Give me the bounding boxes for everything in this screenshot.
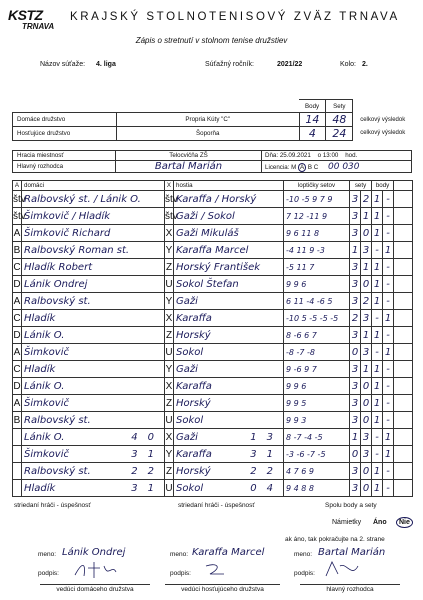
- date-value: 25.09.2021: [279, 152, 311, 159]
- row-guest-sets: 1: [361, 327, 372, 344]
- row-guest-body: -: [383, 412, 394, 429]
- row-pos-guest: U: [165, 276, 174, 293]
- match-row: [13, 208, 413, 225]
- row-home-body: -: [372, 344, 383, 361]
- row-home-sets: 2: [350, 310, 361, 327]
- summary-home-sets: 3: [350, 463, 361, 480]
- summary-home-sets: 0: [350, 446, 361, 463]
- row-guest-player: Gaži: [174, 293, 284, 310]
- row-balls: -10 5 -5 -5 -5: [284, 310, 350, 327]
- summary-guest-cell: [174, 446, 284, 463]
- summary-home-score-b: 0: [147, 431, 164, 443]
- summary-guest-score-d: 1: [266, 448, 283, 460]
- row-balls: 9 9 6: [284, 276, 350, 293]
- row-home-body: -: [372, 310, 383, 327]
- row-home-player: Lánik Ondrej: [22, 276, 165, 293]
- row-spacer: [394, 191, 413, 208]
- home-team-value: Propria Kúty "C": [116, 113, 299, 127]
- home-role: vedúci domáceho družstva: [40, 584, 150, 593]
- summary-home-score-b: 2: [147, 465, 164, 477]
- row-home-sets: 3: [350, 361, 361, 378]
- match-row: [13, 242, 413, 259]
- summary-home-score-a: 3: [131, 448, 148, 460]
- protests-label: Námietky: [332, 519, 362, 526]
- row-home-body: 1: [372, 361, 383, 378]
- match-row: [13, 361, 413, 378]
- competition-value: 4. liga: [96, 61, 116, 68]
- home-name-label: meno:: [38, 551, 57, 558]
- subs-left-label: striedaní hráči - úspešnosť: [14, 502, 91, 509]
- row-guest-player: Horský: [174, 395, 284, 412]
- row-spacer: [394, 208, 413, 225]
- summary-guest-score-c: 0: [250, 482, 267, 494]
- row-pos-home: štv: [13, 208, 22, 225]
- match-row: [13, 395, 413, 412]
- row-guest-sets: 2: [361, 293, 372, 310]
- match-row: [13, 378, 413, 395]
- row-guest-player: Horský: [174, 327, 284, 344]
- row-pos-home: D: [13, 378, 22, 395]
- summary-balls: 4 7 6 9: [284, 463, 350, 480]
- summary-pos-guest: Y: [165, 446, 174, 463]
- row-guest-body: -: [383, 208, 394, 225]
- row-home-player: Lánik O.: [22, 378, 165, 395]
- summary-guest-body: 1: [383, 446, 394, 463]
- row-guest-player: Sokol: [174, 412, 284, 429]
- row-home-sets: 1: [350, 242, 361, 259]
- col-body: body: [372, 181, 394, 191]
- subs-mid-label: striedaní hráči - úspešnosť: [178, 502, 255, 509]
- row-home-player: Ralbovský Roman st.: [22, 242, 165, 259]
- row-home-player: Šimkovič: [22, 395, 165, 412]
- row-guest-body: -: [383, 276, 394, 293]
- guest-body: 4: [299, 127, 326, 141]
- logo-subtext: TRNAVA: [22, 22, 55, 31]
- summary-balls: 9 4 8 8: [284, 480, 350, 497]
- summary-home-player: Šimkovič: [24, 448, 69, 460]
- ref-signature: [322, 560, 362, 580]
- row-pos-guest: Y: [165, 293, 174, 310]
- row-guest-player: Gaži Mikuláš: [174, 225, 284, 242]
- row-guest-sets: 0: [361, 378, 372, 395]
- summary-balls: 8 -7 -4 -5: [284, 429, 350, 446]
- row-home-player: Šimkovič: [22, 344, 165, 361]
- row-home-player: Hladík: [22, 310, 165, 327]
- summary-pos-guest: U: [165, 480, 174, 497]
- row-guest-player: Sokol: [174, 344, 284, 361]
- summary-guest-score-d: 2: [266, 465, 283, 477]
- totals-label: Spolu body a sety: [325, 502, 377, 509]
- row-balls: 9 6 11 8: [284, 225, 350, 242]
- col-balls: loptičky setov: [284, 181, 350, 191]
- row-pos-guest: Y: [165, 361, 174, 378]
- summary-home-cell: [22, 429, 165, 446]
- row-pos-guest: Y: [165, 242, 174, 259]
- row-balls: 9 9 3: [284, 412, 350, 429]
- row-guest-body: 1: [383, 310, 394, 327]
- row-guest-sets: 0: [361, 412, 372, 429]
- row-balls: 9 9 6: [284, 378, 350, 395]
- license-b: B: [307, 163, 313, 171]
- row-home-sets: 3: [350, 412, 361, 429]
- summary-spacer: [13, 429, 22, 446]
- match-row: [13, 327, 413, 344]
- time-value: 13:00: [322, 152, 339, 159]
- time-prefix: o: [317, 152, 322, 159]
- summary-home-score-a: 4: [131, 431, 148, 443]
- protests-yes[interactable]: Áno: [373, 519, 387, 526]
- row-guest-sets: 1: [361, 361, 372, 378]
- summary-guest-body: -: [383, 480, 394, 497]
- match-row: [13, 293, 413, 310]
- guest-role: vedúci hosťujúceho družstva: [165, 584, 280, 593]
- row-guest-body: -: [383, 191, 394, 208]
- row-guest-body: -: [383, 225, 394, 242]
- summary-home-sets: 3: [350, 480, 361, 497]
- guest-sety: 24: [326, 127, 353, 141]
- row-home-player: Hladík: [22, 361, 165, 378]
- summary-home-score-b: 1: [147, 448, 164, 460]
- row-home-body: 1: [372, 191, 383, 208]
- row-home-sets: 3: [350, 225, 361, 242]
- row-guest-player: Karaffa Marcel: [174, 242, 284, 259]
- summary-guest-score-c: 2: [250, 465, 267, 477]
- row-pos-guest: štv: [165, 208, 174, 225]
- row-pos-home: D: [13, 276, 22, 293]
- home-leader-name: Lánik Ondrej: [62, 547, 126, 558]
- row-guest-sets: 3: [361, 310, 372, 327]
- row-pos-home: A: [13, 293, 22, 310]
- row-home-sets: 0: [350, 344, 361, 361]
- row-balls: 9 9 5: [284, 395, 350, 412]
- row-balls: -8 -7 -8: [284, 344, 350, 361]
- row-home-sets: 3: [350, 259, 361, 276]
- summary-row: [13, 446, 413, 463]
- row-pos-guest: Z: [165, 395, 174, 412]
- row-pos-guest: štv: [165, 191, 174, 208]
- row-home-body: 1: [372, 378, 383, 395]
- home-sign-label: podpis:: [38, 570, 59, 577]
- row-balls: 9 -6 9 7: [284, 361, 350, 378]
- row-home-body: -: [372, 242, 383, 259]
- summary-home-score-a: 2: [131, 465, 148, 477]
- continue-note: ak áno, tak pokračujte na 2. strane: [285, 536, 385, 543]
- license-label: Licencia:: [265, 163, 290, 171]
- summary-guest-score-d: 4: [266, 482, 283, 494]
- home-signature: [70, 560, 120, 580]
- row-spacer: [394, 259, 413, 276]
- summary-guest-player: Gaži: [176, 431, 198, 443]
- form-subtitle: Zápis o stretnutí v stolnom tenise družstiev: [135, 36, 288, 45]
- row-home-body: 1: [372, 208, 383, 225]
- guest-sign-label: podpis:: [170, 570, 191, 577]
- summary-home-score-b: 1: [147, 482, 164, 494]
- ref-name: Bartal Marián: [318, 547, 386, 558]
- row-pos-home: D: [13, 327, 22, 344]
- info-table: [12, 99, 412, 141]
- row-home-body: 1: [372, 327, 383, 344]
- row-spacer: [394, 395, 413, 412]
- row-home-body: 1: [372, 412, 383, 429]
- summary-home-player: Ralbovský st.: [24, 465, 91, 477]
- row-pos-guest: U: [165, 412, 174, 429]
- match-table: [12, 180, 413, 497]
- license-code: 00 030: [328, 161, 360, 172]
- summary-guest-cell: [174, 463, 284, 480]
- summary-spacer: [13, 480, 22, 497]
- row-spacer: [394, 293, 413, 310]
- row-home-sets: 3: [350, 208, 361, 225]
- summary-row: [13, 463, 413, 480]
- row-balls: -10 -5 9 7 9: [284, 191, 350, 208]
- competition-label: Názov súťaže:: [40, 61, 86, 68]
- row-home-sets: 3: [350, 378, 361, 395]
- row-guest-sets: 2: [361, 191, 372, 208]
- round-label: Kolo:: [340, 61, 356, 68]
- row-home-sets: 3: [350, 293, 361, 310]
- match-row: [13, 344, 413, 361]
- row-pos-guest: X: [165, 225, 174, 242]
- referee-value: Bartal Marián: [116, 161, 262, 173]
- summary-home-score-a: 3: [131, 482, 148, 494]
- venue-table: [12, 150, 412, 173]
- row-home-body: 1: [372, 395, 383, 412]
- summary-home-player: Lánik O.: [24, 431, 65, 443]
- row-pos-home: C: [13, 361, 22, 378]
- summary-end: [394, 463, 413, 480]
- row-guest-body: -: [383, 327, 394, 344]
- row-pos-home: B: [13, 242, 22, 259]
- row-guest-body: -: [383, 259, 394, 276]
- summary-home-player: Hladík: [24, 482, 56, 494]
- home-sety: 48: [326, 113, 353, 127]
- row-home-body: 1: [372, 293, 383, 310]
- row-guest-player: Karaffa: [174, 378, 284, 395]
- overall-result-label-2: celkový výsledok: [360, 129, 406, 136]
- row-guest-sets: 3: [361, 242, 372, 259]
- venue-value: Telocvičňa ZŠ: [116, 151, 262, 161]
- row-pos-guest: U: [165, 344, 174, 361]
- summary-guest-body: -: [383, 463, 394, 480]
- summary-home-cell: [22, 446, 165, 463]
- summary-guest-sets: 3: [361, 446, 372, 463]
- row-guest-body: -: [383, 378, 394, 395]
- row-home-body: 1: [372, 225, 383, 242]
- col-hostia: hostia: [174, 181, 284, 191]
- license-m: M: [291, 163, 297, 171]
- row-guest-sets: 0: [361, 225, 372, 242]
- summary-balls: -3 -6 -7 -5: [284, 446, 350, 463]
- row-balls: -5 11 7: [284, 259, 350, 276]
- referee-label: Hlavný rozhodca: [13, 161, 116, 173]
- row-guest-body: -: [383, 293, 394, 310]
- row-pos-home: C: [13, 259, 22, 276]
- summary-guest-cell: [174, 480, 284, 497]
- row-guest-player: Horský František: [174, 259, 284, 276]
- row-guest-body: 1: [383, 242, 394, 259]
- row-home-body: 1: [372, 276, 383, 293]
- row-guest-player: Karaffa: [174, 310, 284, 327]
- summary-guest-score-d: 3: [266, 431, 283, 443]
- row-guest-player: Gaži: [174, 361, 284, 378]
- summary-home-cell: [22, 480, 165, 497]
- row-pos-guest: X: [165, 378, 174, 395]
- row-home-player: Hladík Robert: [22, 259, 165, 276]
- row-home-sets: 3: [350, 327, 361, 344]
- summary-guest-player: Sokol: [176, 482, 204, 494]
- row-spacer: [394, 327, 413, 344]
- col-x: X: [165, 181, 174, 191]
- row-home-player: Šimkovič / Hladík: [22, 208, 165, 225]
- summary-home-body: 1: [372, 480, 383, 497]
- row-pos-guest: Z: [165, 259, 174, 276]
- home-team-label: Domáce družstvo: [13, 113, 117, 127]
- venue-label: Hracia miestnosť: [13, 151, 116, 161]
- row-balls: 6 11 -4 -6 5: [284, 293, 350, 310]
- row-pos-home: A: [13, 225, 22, 242]
- row-home-player: Lánik O.: [22, 327, 165, 344]
- summary-guest-score-c: 1: [250, 431, 267, 443]
- home-body: 14: [299, 113, 326, 127]
- row-pos-home: C: [13, 310, 22, 327]
- match-row: [13, 225, 413, 242]
- row-spacer: [394, 225, 413, 242]
- season-value: 2021/22: [277, 61, 303, 68]
- row-home-sets: 3: [350, 191, 361, 208]
- logo-text: KSTZ: [8, 7, 43, 23]
- summary-spacer: [13, 463, 22, 480]
- round-value: 2.: [362, 61, 368, 68]
- row-spacer: [394, 361, 413, 378]
- protests-no[interactable]: Nie: [396, 517, 413, 528]
- row-home-player: Ralbovský st. / Lánik O.: [22, 191, 165, 208]
- summary-guest-body: 1: [383, 429, 394, 446]
- row-home-player: Ralbovský st.: [22, 293, 165, 310]
- row-pos-home: štv: [13, 191, 22, 208]
- summary-pos-guest: X: [165, 429, 174, 446]
- match-row: [13, 259, 413, 276]
- row-guest-player: Gaži / Sokol: [174, 208, 284, 225]
- row-balls: 8 -6 6 7: [284, 327, 350, 344]
- row-guest-sets: 1: [361, 208, 372, 225]
- license-c: C: [313, 163, 319, 171]
- time-suffix: hod.: [345, 152, 358, 159]
- summary-home-sets: 1: [350, 429, 361, 446]
- ref-sign-label: podpis:: [294, 570, 315, 577]
- row-guest-body: 1: [383, 344, 394, 361]
- row-guest-body: -: [383, 361, 394, 378]
- summary-home-body: -: [372, 446, 383, 463]
- summary-guest-score-c: 3: [250, 448, 267, 460]
- row-spacer: [394, 276, 413, 293]
- row-spacer: [394, 242, 413, 259]
- row-balls: -4 11 9 -3: [284, 242, 350, 259]
- summary-row: [13, 429, 413, 446]
- page-title: KRAJSKÝ STOLNOTENISOVÝ ZVÄZ TRNAVA: [70, 11, 400, 23]
- season-label: Súťažný ročník:: [205, 61, 254, 68]
- match-row: [13, 310, 413, 327]
- row-guest-sets: 0: [361, 276, 372, 293]
- sety-header: Sety: [326, 100, 353, 113]
- summary-pos-guest: Z: [165, 463, 174, 480]
- summary-guest-player: Karaffa: [176, 448, 212, 460]
- row-guest-body: -: [383, 395, 394, 412]
- summary-guest-player: Horský: [176, 465, 211, 477]
- row-spacer: [394, 344, 413, 361]
- row-pos-guest: Z: [165, 327, 174, 344]
- row-spacer: [394, 310, 413, 327]
- row-pos-home: B: [13, 412, 22, 429]
- row-spacer: [394, 412, 413, 429]
- guest-team-label: Hosťujúce družstvo: [13, 127, 117, 141]
- col-sety: sety: [350, 181, 372, 191]
- row-pos-home: A: [13, 344, 22, 361]
- summary-row: [13, 480, 413, 497]
- row-pos-home: A: [13, 395, 22, 412]
- row-guest-sets: 0: [361, 395, 372, 412]
- summary-end: [394, 480, 413, 497]
- row-home-sets: 3: [350, 395, 361, 412]
- overall-result-label-1: celkový výsledok: [360, 116, 406, 123]
- row-home-body: 1: [372, 259, 383, 276]
- row-home-sets: 3: [350, 276, 361, 293]
- date-label: Dňa:: [265, 152, 279, 159]
- row-home-player: Šimkovič Richard: [22, 225, 165, 242]
- guest-leader-name: Karaffa Marcel: [192, 547, 265, 558]
- row-balls: 7 12 -11 9: [284, 208, 350, 225]
- summary-guest-sets: 0: [361, 480, 372, 497]
- guest-team-value: Šoporňa: [116, 127, 299, 141]
- summary-end: [394, 446, 413, 463]
- guest-name-label: meno:: [170, 551, 189, 558]
- match-row: [13, 191, 413, 208]
- col-domaci: domáci: [22, 181, 165, 191]
- row-pos-guest: X: [165, 310, 174, 327]
- ref-name-label: meno:: [294, 551, 313, 558]
- ref-role: hlavný rozhodca: [300, 584, 400, 593]
- summary-home-body: -: [372, 429, 383, 446]
- summary-home-body: 1: [372, 463, 383, 480]
- row-home-player: Ralbovský st.: [22, 412, 165, 429]
- body-header: Body: [299, 100, 326, 113]
- row-guest-sets: 1: [361, 259, 372, 276]
- summary-guest-sets: 0: [361, 463, 372, 480]
- guest-signature: [202, 562, 232, 578]
- summary-guest-sets: 3: [361, 429, 372, 446]
- summary-home-cell: [22, 463, 165, 480]
- summary-spacer: [13, 446, 22, 463]
- summary-end: [394, 429, 413, 446]
- row-guest-player: Sokol Štefan: [174, 276, 284, 293]
- license-a: A: [300, 163, 305, 171]
- summary-guest-cell: [174, 429, 284, 446]
- row-spacer: [394, 378, 413, 395]
- match-row: [13, 412, 413, 429]
- match-row: [13, 276, 413, 293]
- row-guest-sets: 3: [361, 344, 372, 361]
- row-guest-player: Karaffa / Horský: [174, 191, 284, 208]
- kstz-logo: [8, 8, 54, 34]
- col-a: A: [13, 181, 22, 191]
